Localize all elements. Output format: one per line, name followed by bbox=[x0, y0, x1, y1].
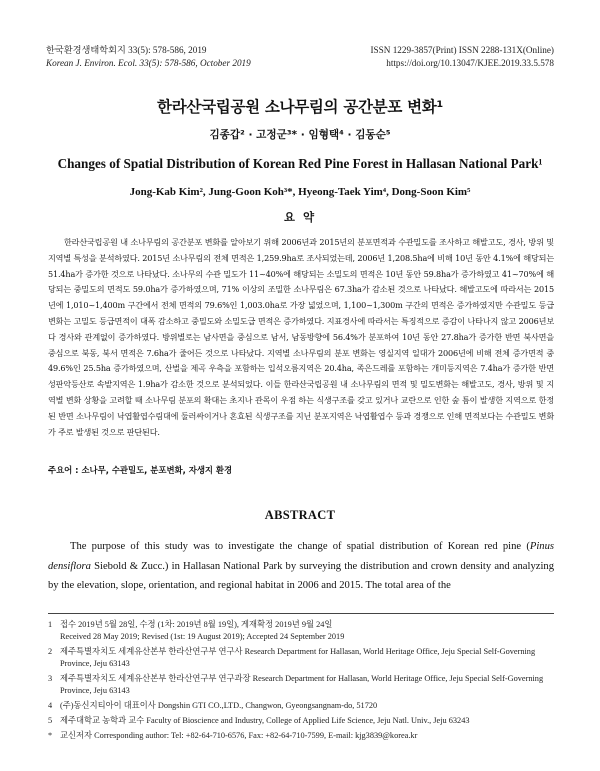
journal-name-en: Korean J. Environ. Ecol. 33(5): 578-586, October 2019 bbox=[46, 58, 251, 68]
footnote-text: 제주대학교 농학과 교수 Faculty of Bioscience and Industry, College of Applied Life Science, Jeju Natl. Univ., Jeju 63243 bbox=[60, 716, 470, 725]
footnote-text: (주)동신지티아이 대표이사 Dongshin GTI CO.,LTD., Changwon, Gyeongsangnam-do, 51720 bbox=[60, 701, 378, 710]
footnote-mark: 1 bbox=[48, 620, 53, 629]
footnote-item bbox=[48, 619, 554, 643]
title-korean: 한라산국립공원 소나무림의 공간분포 변화¹ bbox=[157, 98, 443, 116]
abstract-korean-heading: 요 약 bbox=[283, 210, 317, 224]
footnote-mark: 4 bbox=[48, 701, 53, 710]
footnote-item bbox=[48, 673, 554, 697]
footnote-text: 접수 2019년 5월 28일, 수정 (1차: 2019년 8월 19일), 게재확정 2019년 9월 24일 Received 28 May 2019; Revised (1st: 19 August 2019); Accepted 24 September 2019 bbox=[60, 620, 345, 641]
doi-link[interactable]: https://doi.org/10.13047/KJEE.2019.33.5.578 bbox=[386, 58, 554, 68]
footnotes bbox=[48, 619, 554, 742]
title-english: Changes of Spatial Distribution of Korean Red Pine Forest in Hallasan National Park¹ bbox=[57, 156, 543, 171]
footnote-mark: 3 bbox=[48, 674, 53, 683]
footnote-divider bbox=[48, 613, 554, 614]
footnote-mark: 2 bbox=[48, 647, 53, 656]
footnote-text: 제주특별자치도 세계유산본부 한라산연구부 연구과장 Research Department for Hallasan, World Heritage Office, Jeju Special Self-Governing Province, Jeju 63143 bbox=[60, 674, 544, 695]
footnote-mark: * bbox=[48, 731, 53, 740]
page-header bbox=[46, 44, 554, 70]
abstract-english-body bbox=[48, 537, 554, 596]
journal-citation bbox=[46, 44, 251, 70]
abstract-korean-body: 한라산국립공원 내 소나무림의 공간분포 변화를 알아보기 위해 2006년과 2015년의 분포면적과 수관밀도를 조사하고 해발고도, 경사, 방위 및 지역별 특성을 분석하였다. 2015년 소나무림의 전체 면적은 1,259.9ha로 조사되었는데, 2006년 1,208.5ha에 비해 10년 동안 4.1%에 해당되는 51.4ha가 증가한 것으로 나타났다. 소나무의 수관 밀도가 11~40%에 해당되는 소밀도의 면적은 10년 동안 59.8ha가 증가하였고 41~70%에 해당되는 중밀도의 면적도 59.0ha가 증가하였으며, 71% 이상의 조밀한 소나무림은 67.3ha가 감소된 것으로 나타났다. 해발고도에 따라서는 2015년에 1,010~1,400m 구간에서 전체 면적의 79.6%인 1,003.0ha로 가장 넓었으며, 1,100~1,300m 구간의 면적은 증가하였지만 수관밀도 등급변화는 고밀도 등급면적이 대폭 감소하고 중밀도와 소밀도급 면적은 증가하였다. 지표경사에 따라서는 특징적으로 증감이 나타나지 않고 2006년보다 경사와 관계없이 증가하였다. 방위별로는 남사면을 중심으로 남서, 남동방향에 56.4%가 분포하여 10년 동안 27.8ha가 증가한 반면 북사면을 중심으로 북동, 북서 면적은 7.6ha가 줄어든 것으로 나타났다. 지역별 소나무림의 분포 변화는 영실지역 일대가 2006년에 비해 전체 증가면적 중 49.6%인 25.5ha 증가하였으며, 산벌을 제곡 우측을 포함하는 입석오름지역은 20.4ha, 족은드레를 포함하는 개미등지역은 7.4ha가 증가한 반면 성판악등산로 속밭지역은 1.9ha가 감소한 것으로 분석되었다. 이들 한라산국립공원 내 소나무림의 면적 및 밀도변화는 해발고도, 경사, 방위 및 지역별 변화 상황을 고려할 때 소나무림 분포의 확대는 초지나 관목이 우점 하는 식생구조를 갖고 있거나 교란으로 인한 숲 틈이 발생한 지역으로 한정된 반면 소나무림이 낙엽활엽수림대에 둘러싸이거나 혼효된 식생구조를 지닌 분포지역은 낙엽활엽수 등과 경쟁으로 인해 면적보다는 수관밀도 변화가 주로 발생된 것으로 판단된다. bbox=[48, 237, 554, 437]
abstract-english-text-1: The purpose of this study was to investigate the change of spatial distribution of Korean red pine ( bbox=[70, 541, 530, 552]
authors-korean: 김종갑² · 고정군³* · 임형택⁴ · 김동순⁵ bbox=[209, 129, 391, 141]
authors-english: Jong-Kab Kim², Jung-Goon Koh³*, Hyeong-Taek Yim⁴, Dong-Soon Kim⁵ bbox=[129, 186, 471, 198]
issn: ISSN 1229-3857(Print) ISSN 2288-131X(Online) bbox=[370, 45, 554, 55]
abstract-english-heading: ABSTRACT bbox=[264, 508, 336, 522]
footnote-item bbox=[48, 700, 554, 712]
footnote-text: 제주특별자치도 세계유산본부 한라산연구부 연구사 Research Department for Hallasan, World Heritage Office, Jeju Special Self-Governing Province, Jeju 63143 bbox=[60, 647, 536, 668]
abstract-english-text-2: Siebold & Zucc.) in Hallasan National Park by surveying the distribution and crown density and analyzing by the elevation, slope, orientation, and regional habitat in 2006 and 2015. The total area of the bbox=[48, 560, 554, 592]
species-name: Pinus densiflora bbox=[48, 541, 554, 572]
footnote-item bbox=[48, 646, 554, 670]
footnote-item bbox=[48, 715, 554, 727]
keywords-korean: 주요어 : 소나무, 수관밀도, 분포변화, 자생지 환경 bbox=[48, 465, 233, 475]
footnote-mark: 5 bbox=[48, 716, 53, 725]
footnote-text: 교신저자 Corresponding author: Tel: +82-64-710-6576, Fax: +82-64-710-7599, E-mail: kjg3839@korea.kr bbox=[60, 731, 418, 740]
journal-identifiers bbox=[371, 44, 555, 70]
journal-name-ko: 한국환경생태학회지 33(5): 578-586, 2019 bbox=[46, 45, 207, 55]
footnote-item bbox=[48, 730, 554, 742]
